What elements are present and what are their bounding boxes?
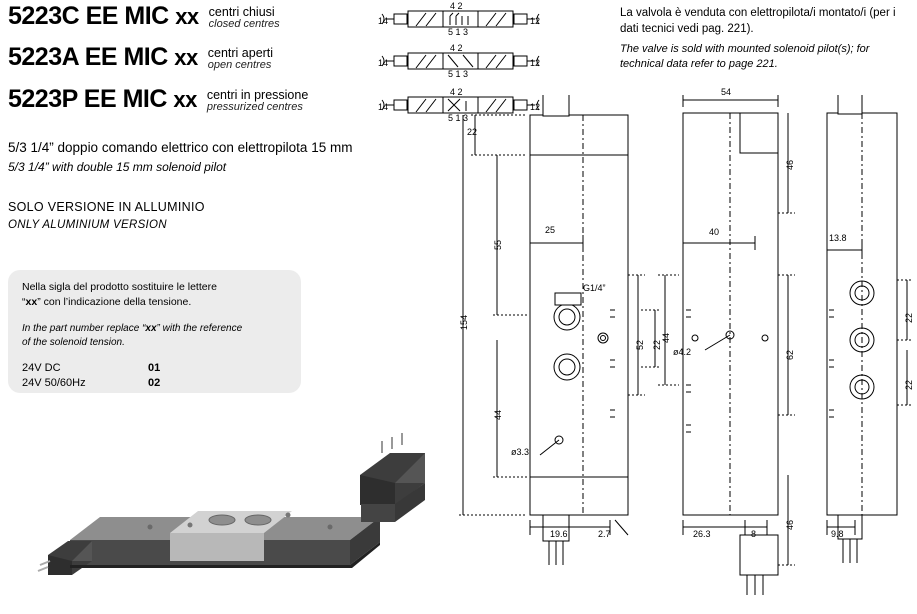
symbol-ports-bottom: 5 1 3 xyxy=(448,27,469,37)
dim-front-44: 44 xyxy=(493,409,503,420)
symbol-ports-top: 4 2 xyxy=(450,1,463,11)
symbol-ports-top: 4 2 xyxy=(450,87,463,97)
product-photo xyxy=(30,405,440,600)
symbol-ports-bottom: 5 1 3 xyxy=(448,69,469,79)
model-desc-it: centri aperti xyxy=(207,46,274,60)
dim-side-62: 62 xyxy=(785,349,795,360)
dim-rear-22-a: 22 xyxy=(904,312,914,323)
dim-side-44: 44 xyxy=(661,332,671,343)
aluminium-note-en: ONLY ALUMINIUM VERSION xyxy=(8,219,167,231)
model-code xyxy=(8,45,198,70)
dim-side-46-top: 46 xyxy=(785,159,795,170)
voltage-label-2: 24V 50/60Hz xyxy=(22,377,86,389)
symbol-ports-top: 4 2 xyxy=(450,43,463,53)
model-code-text: 5223P EE MIC xyxy=(8,85,174,113)
part-number-note-box xyxy=(8,270,301,393)
model-row xyxy=(8,4,280,31)
dim-front-hole-33: ø3.3 xyxy=(511,447,530,457)
dim-side-46-bottom: 46 xyxy=(785,519,795,530)
model-desc-en: pressurized centres xyxy=(206,101,303,114)
dim-rear-22-b: 22 xyxy=(904,379,914,390)
model-code-text: 5223A EE MIC xyxy=(8,43,175,71)
dim-front-196: 19.6 xyxy=(550,529,568,539)
symbol-port-right: 12 xyxy=(530,16,541,26)
technical-drawings xyxy=(455,87,917,609)
dim-side-40: 40 xyxy=(709,227,720,237)
valve-illustration xyxy=(30,405,440,600)
model-code xyxy=(8,4,199,29)
symbol-ports-bottom: 5 1 3 xyxy=(448,113,469,123)
symbol-port-left: 14 xyxy=(378,16,389,26)
subtitle-en: 5/3 1/4” with double 15 mm solenoid pilot xyxy=(8,160,227,174)
dim-front-154: 154 xyxy=(459,314,469,330)
model-description xyxy=(209,4,280,31)
voltage-code-1: 01 xyxy=(148,362,161,374)
model-row xyxy=(8,45,273,72)
dim-rear-138: 13.8 xyxy=(829,233,847,243)
dim-rear-98: 9.8 xyxy=(831,529,844,539)
dim-front-22-top: 22 xyxy=(467,127,478,137)
symbol-graphic xyxy=(378,2,543,36)
dim-side-8: 8 xyxy=(751,529,757,539)
model-desc-it: centri in pressione xyxy=(206,88,309,102)
valve-symbol-open xyxy=(378,44,543,78)
symbol-port-right: 12 xyxy=(530,58,541,68)
model-description xyxy=(208,45,273,72)
model-code-suffix: xx xyxy=(173,87,197,112)
model-code-suffix: xx xyxy=(175,4,199,29)
model-row xyxy=(8,87,308,114)
note-text-it: Nella sigla del prodotto sostituire le lettere “xx” con l’indicazione della tensione. xyxy=(22,281,217,309)
valve-symbol-closed xyxy=(378,2,543,36)
model-code-suffix: xx xyxy=(174,45,198,70)
dim-front-27: 2.7 xyxy=(598,529,611,539)
aluminium-note-it: SOLO VERSIONE IN ALLUMINIO xyxy=(8,200,205,214)
voltage-label-1: 24V DC xyxy=(22,362,61,374)
symbol-port-left: 14 xyxy=(378,58,389,68)
dim-front-25: 25 xyxy=(545,225,556,235)
model-code-text: 5223C EE MIC xyxy=(8,2,176,30)
model-desc-en: open centres xyxy=(207,59,272,72)
dim-front-55: 55 xyxy=(493,239,503,250)
dim-front-22-mid: 22 xyxy=(652,339,662,350)
note-text-en: In the part number replace “xx” with the reference of the solenoid tension. xyxy=(22,323,243,348)
symbol-graphic xyxy=(378,44,543,78)
voltage-code-2: 02 xyxy=(148,377,161,389)
model-code xyxy=(8,87,197,112)
dim-front-52: 52 xyxy=(635,339,645,350)
dim-side-263: 26.3 xyxy=(693,529,711,539)
model-desc-it: centri chiusi xyxy=(208,5,275,19)
dim-side-hole-42: ø4.2 xyxy=(673,347,692,357)
symbol-port-right: 12 xyxy=(530,102,541,112)
model-desc-en: closed centres xyxy=(208,18,280,31)
subtitle-it: 5/3 1/4” doppio comando elettrico con elettropilota 15 mm xyxy=(8,140,353,155)
right-note xyxy=(620,6,910,72)
right-note-en: The valve is sold with mounted solenoid pilot(s); for technical data refer to page 221. xyxy=(620,43,870,70)
model-description xyxy=(207,87,308,114)
symbol-port-left: 14 xyxy=(378,102,389,112)
dim-front-g14: G1/4” xyxy=(583,283,606,293)
right-note-it: La valvola è venduta con elettropilota/i montato/i (per i dati tecnici vedi pag. 221). xyxy=(620,7,896,35)
dim-side-54: 54 xyxy=(721,87,732,97)
